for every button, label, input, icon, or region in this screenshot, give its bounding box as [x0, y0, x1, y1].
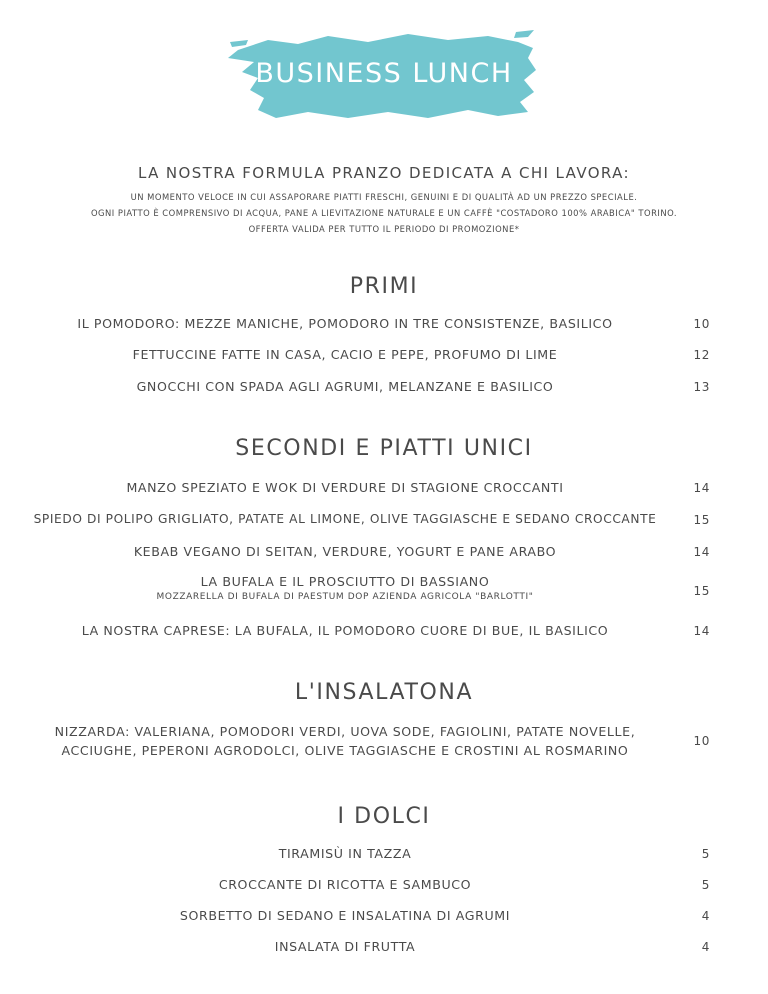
menu-item	[0, 540, 768, 564]
menu-item	[0, 904, 768, 928]
item-price: 12	[693, 348, 710, 362]
menu-item	[0, 570, 768, 610]
item-name: SORBETTO DI SEDANO E INSALATINA DI AGRUMI	[179, 908, 511, 923]
menu-item	[0, 508, 768, 532]
item-name: TIRAMISÙ IN TAZZA	[278, 846, 412, 861]
item-price: 14	[693, 545, 710, 559]
brush-splatter	[230, 40, 248, 47]
item-name: INSALATA DI FRUTTA	[274, 939, 416, 954]
item-name: SPIEDO DI POLIPO GRIGLIATO, PATATE AL LIMONE, OLIVE TAGGIASCHE E SEDANO CROCCANTE	[33, 512, 657, 526]
menu-item	[0, 619, 768, 643]
item-name-line: NIZZARDA: VALERIANA, POMODORI VERDI, UOVA SODE, FAGIOLINI, PATATE NOVELLE,	[54, 724, 636, 739]
item-price: 15	[693, 513, 710, 527]
item-price: 14	[693, 624, 710, 638]
item-price: 4	[701, 909, 710, 923]
item-price: 5	[701, 878, 710, 892]
item-name: LA BUFALA E IL PROSCIUTTO DI BASSIANO	[200, 574, 490, 589]
intro-line: OFFERTA VALIDA PER TUTTO IL PERIODO DI PROMOZIONE*	[248, 224, 520, 234]
menu-item	[0, 476, 768, 500]
intro-line: OGNI PIATTO È COMPRENSIVO DI ACQUA, PANE A LIEVITAZIONE NATURALE E UN CAFFÈ "COSTADORO 100% ARABICA" TORINO.	[90, 208, 678, 218]
item-name: IL POMODORO: MEZZE MANICHE, POMODORO IN TRE CONSISTENZE, BASILICO	[77, 316, 613, 331]
item-name: KEBAB VEGANO DI SEITAN, VERDURE, YOGURT E PANE ARABO	[133, 544, 557, 559]
menu-item	[0, 375, 768, 399]
item-name: FETTUCCINE FATTE IN CASA, CACIO E PEPE, PROFUMO DI LIME	[132, 347, 558, 362]
item-price: 14	[693, 481, 710, 495]
item-description: MOZZARELLA DI BUFALA DI PAESTUM DOP AZIENDA AGRICOLA "BARLOTTI"	[156, 592, 534, 602]
item-price: 5	[701, 847, 710, 861]
title-banner	[228, 28, 540, 122]
item-price: 13	[693, 380, 710, 394]
section-title-dolci: I DOLCI	[337, 804, 431, 829]
menu-title: BUSINESS LUNCH	[255, 58, 513, 89]
section-title-primi: PRIMI	[349, 274, 419, 299]
menu-item	[0, 935, 768, 959]
intro-line: UN MOMENTO VELOCE IN CUI ASSAPORARE PIATTI FRESCHI, GENUINI E DI QUALITÀ AD UN PREZZO SPECIALE.	[130, 192, 638, 202]
item-price: 10	[693, 734, 710, 748]
intro-heading: LA NOSTRA FORMULA PRANZO DEDICATA A CHI LAVORA:	[137, 164, 631, 182]
menu-item	[0, 343, 768, 367]
section-title-insalatona: L'INSALATONA	[294, 680, 474, 705]
item-name: GNOCCHI CON SPADA AGLI AGRUMI, MELANZANE E BASILICO	[136, 379, 554, 394]
item-price: 4	[701, 940, 710, 954]
item-name: CROCCANTE DI RICOTTA E SAMBUCO	[218, 877, 472, 892]
menu-item	[0, 312, 768, 336]
section-title-secondi: SECONDI E PIATTI UNICI	[235, 436, 533, 461]
brush-splatter	[514, 30, 534, 38]
item-name: MANZO SPEZIATO E WOK DI VERDURE DI STAGIONE CROCCANTI	[126, 480, 564, 495]
item-name-line: ACCIUGHE, PEPERONI AGRODOLCI, OLIVE TAGGIASCHE E CROSTINI AL ROSMARINO	[61, 743, 629, 758]
item-price: 15	[693, 584, 710, 598]
item-price: 10	[693, 317, 710, 331]
menu-item	[0, 842, 768, 866]
menu-item	[0, 720, 768, 762]
item-name: LA NOSTRA CAPRESE: LA BUFALA, IL POMODORO CUORE DI BUE, IL BASILICO	[81, 623, 609, 638]
menu-item	[0, 873, 768, 897]
